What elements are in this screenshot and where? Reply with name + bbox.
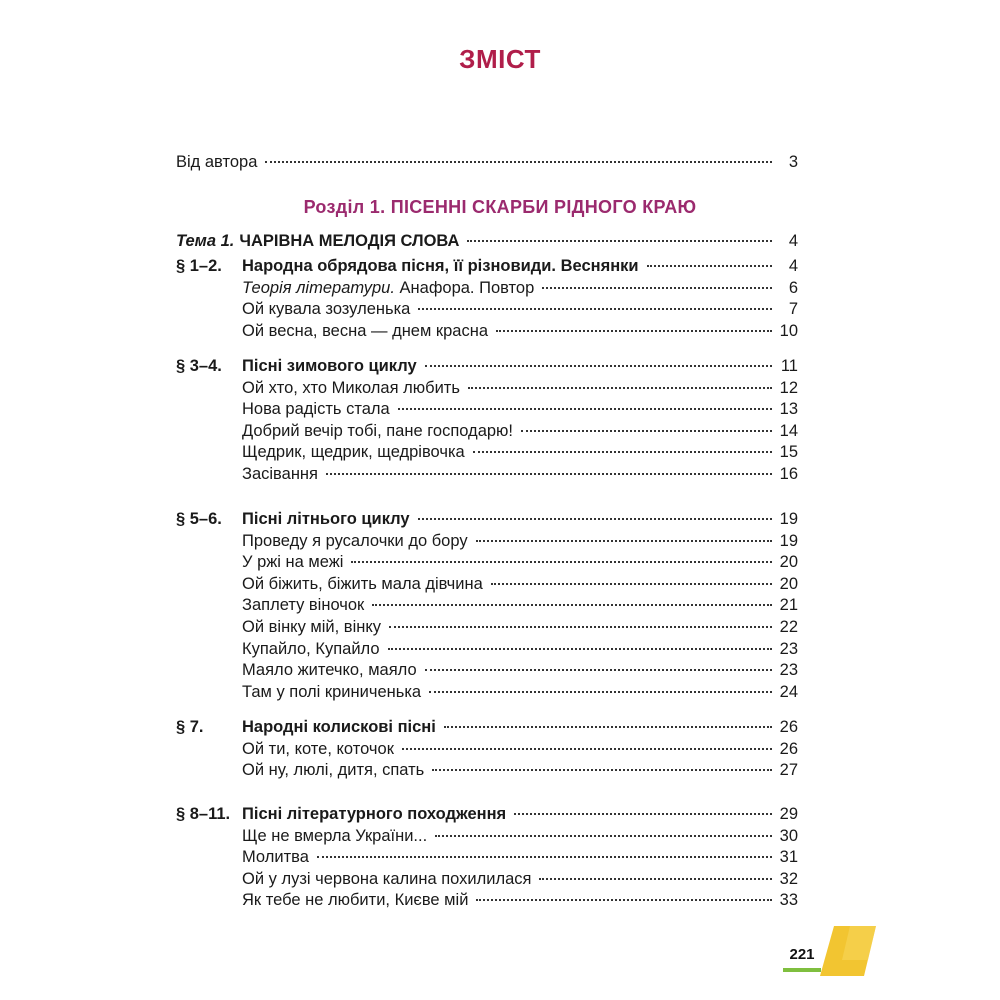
page-number-box (783, 944, 821, 970)
toc-page-number: 23 (779, 639, 798, 658)
dot-leader (521, 430, 772, 432)
section-title: Пісні літнього циклу (242, 510, 410, 528)
page-number: 221 (789, 946, 815, 963)
page-title: ЗМІСТ (459, 44, 541, 74)
toc-section-entry[interactable] (176, 257, 798, 276)
dot-leader (418, 308, 772, 310)
toc-item-entry[interactable] (242, 761, 798, 780)
toc-page-number: 20 (779, 574, 798, 593)
toc-item-title: Ой хто, хто Миколая любить (242, 378, 460, 397)
toc-page-number: 33 (779, 891, 798, 910)
theme-label: Тема 1. (176, 232, 235, 250)
toc-item-title: Молитва (242, 848, 309, 867)
toc-item-entry[interactable] (242, 300, 798, 319)
section-title: Пісні зимового циклу (242, 357, 417, 375)
dot-leader (473, 451, 772, 453)
toc-page-number: 10 (779, 321, 798, 340)
toc-page-number: 29 (779, 805, 798, 823)
toc-section-entry[interactable] (176, 510, 798, 529)
toc-item-entry[interactable] (242, 553, 798, 572)
toc-item-title: Проведу я русалочки до бору (242, 531, 468, 550)
dot-leader (429, 691, 772, 693)
dot-leader (435, 835, 771, 837)
toc-item-entry[interactable] (242, 422, 798, 441)
toc-item-title: Ой біжить, біжить мала дівчина (242, 574, 483, 593)
toc-item-title: Як тебе не любити, Києве мій (242, 891, 469, 910)
toc-item-title: Купайло, Купайло (242, 639, 380, 658)
dot-leader (265, 161, 772, 163)
dot-leader (317, 856, 772, 858)
toc-page-number: 4 (788, 232, 798, 250)
section-number: § 5–6. (176, 510, 222, 528)
section-title: Народні колискові пісні (242, 718, 436, 736)
toc-item-entry[interactable] (242, 400, 798, 419)
corner-decoration-icon (820, 926, 876, 976)
dot-leader (476, 899, 771, 901)
section-number: § 8–11. (176, 805, 231, 823)
toc-page-number: 6 (788, 278, 798, 297)
toc-page-number: 11 (780, 357, 798, 375)
dot-leader (418, 518, 772, 520)
dot-leader (326, 473, 772, 475)
toc-section-entry[interactable] (176, 805, 798, 824)
toc-page-number: 13 (779, 400, 798, 419)
toc-page-number: 4 (788, 257, 798, 275)
toc-item-title: Ой кувала зозуленька (242, 300, 411, 319)
toc-page-number: 26 (779, 739, 798, 758)
toc-item-entry[interactable] (242, 848, 798, 867)
toc-item-entry[interactable] (242, 618, 798, 637)
dot-leader (425, 365, 772, 367)
dot-leader (476, 540, 772, 542)
toc-item-entry[interactable] (242, 379, 798, 398)
toc-page-number: 7 (788, 300, 798, 319)
toc-page-number: 31 (779, 848, 798, 867)
toc-entry-label: Від автора (176, 153, 258, 171)
toc-item-title: Ой ну, люлі, дитя, спать (242, 761, 425, 780)
toc-page-number: 23 (779, 661, 798, 680)
toc-item-entry[interactable] (242, 683, 798, 702)
toc-page-number: 19 (779, 531, 798, 550)
toc-entry-intro[interactable] (176, 153, 798, 172)
toc-page-number: 30 (779, 826, 798, 845)
toc-item-title: Щедрик, щедрик, щедрівочка (242, 443, 465, 462)
toc-page-number: 27 (779, 761, 798, 780)
toc-item-title: Ой у лузі червона калина похилилася (242, 869, 532, 888)
toc-item-title: Ой весна, весна — днем красна (242, 321, 489, 340)
section-number: § 1–2. (176, 257, 222, 275)
theme-title: ЧАРІВНА МЕЛОДІЯ СЛОВА (239, 232, 460, 250)
toc-page-number: 14 (779, 421, 798, 440)
toc-item-entry[interactable] (242, 740, 798, 759)
toc-page-number: 32 (779, 869, 798, 888)
toc-item-title: Заплету віночок (242, 596, 365, 615)
toc-section-entry[interactable] (176, 357, 798, 376)
dot-leader (388, 648, 772, 650)
dot-leader (496, 330, 772, 332)
toc-page-number: 22 (779, 618, 798, 636)
toc-item-title: У ржі на межі (242, 553, 344, 572)
toc-page-number: 16 (779, 465, 798, 483)
toc-item-title: Там у полі криниченька (242, 682, 422, 701)
toc-section-entry[interactable] (176, 718, 798, 737)
toc-item-entry[interactable] (242, 596, 798, 615)
dot-leader (491, 583, 772, 585)
toc-theme-entry[interactable] (176, 232, 798, 251)
section-title: Пісні літературного походження (242, 805, 507, 823)
toc-page-number: 24 (779, 682, 798, 701)
dot-leader (425, 669, 772, 671)
section-title: Народна обрядова пісня, її різновиди. Веснянки (242, 257, 639, 275)
dot-leader (542, 287, 772, 289)
dot-leader (467, 240, 772, 242)
toc-item-entry[interactable] (242, 661, 798, 680)
toc-page-number: 20 (779, 553, 798, 572)
section-number: § 7. (176, 718, 204, 736)
toc-item-title: Добрий вечір тобі, пане господарю! (242, 421, 514, 440)
toc-item-entry[interactable] (242, 891, 798, 910)
toc-page-number: 26 (779, 718, 798, 736)
toc-page-number: 3 (788, 153, 798, 171)
toc-item-entry[interactable] (242, 575, 798, 594)
toc-item-entry[interactable] (242, 532, 798, 551)
dot-leader (389, 626, 772, 628)
dot-leader (432, 769, 771, 771)
toc-item-entry[interactable] (242, 465, 798, 484)
toc-item-title: Ще не вмерла України... (242, 826, 428, 845)
toc-item-title: Ой ти, коте, коточок (242, 739, 394, 758)
toc-item-title: Анафора. Повтор (394, 278, 535, 297)
section-number: § 3–4. (176, 357, 222, 375)
toc-item-title: Ой вінку мій, вінку (242, 618, 382, 636)
toc-page-number: 21 (779, 596, 798, 615)
toc-item-title: Нова радість стала (242, 400, 390, 419)
dot-leader (444, 726, 772, 728)
toc-item-title: Засівання (242, 465, 318, 483)
dot-leader (402, 748, 772, 750)
dot-leader (647, 265, 772, 267)
toc-item-entry[interactable] (242, 640, 798, 659)
dot-leader (514, 813, 771, 815)
toc-item-entry[interactable] (242, 827, 798, 846)
toc-item-entry[interactable] (242, 279, 798, 298)
toc-page-number: 12 (779, 378, 798, 397)
toc-item-title: Маяло житечко, маяло (242, 661, 417, 680)
toc-item-entry[interactable] (242, 870, 798, 889)
dot-leader (372, 604, 771, 606)
dot-leader (539, 878, 771, 880)
toc-item-entry[interactable] (242, 443, 798, 462)
toc-page-number: 19 (779, 510, 798, 528)
dot-leader (468, 387, 772, 389)
dot-leader (351, 561, 771, 563)
toc-item-entry[interactable] (242, 322, 798, 341)
toc-item-prefix: Теорія літератури. (242, 278, 395, 297)
page-number-underline (783, 968, 821, 972)
dot-leader (398, 408, 772, 410)
section-heading: Розділ 1. ПІСЕННІ СКАРБИ РІДНОГО КРАЮ (303, 197, 697, 217)
toc-page-number: 15 (779, 443, 798, 462)
